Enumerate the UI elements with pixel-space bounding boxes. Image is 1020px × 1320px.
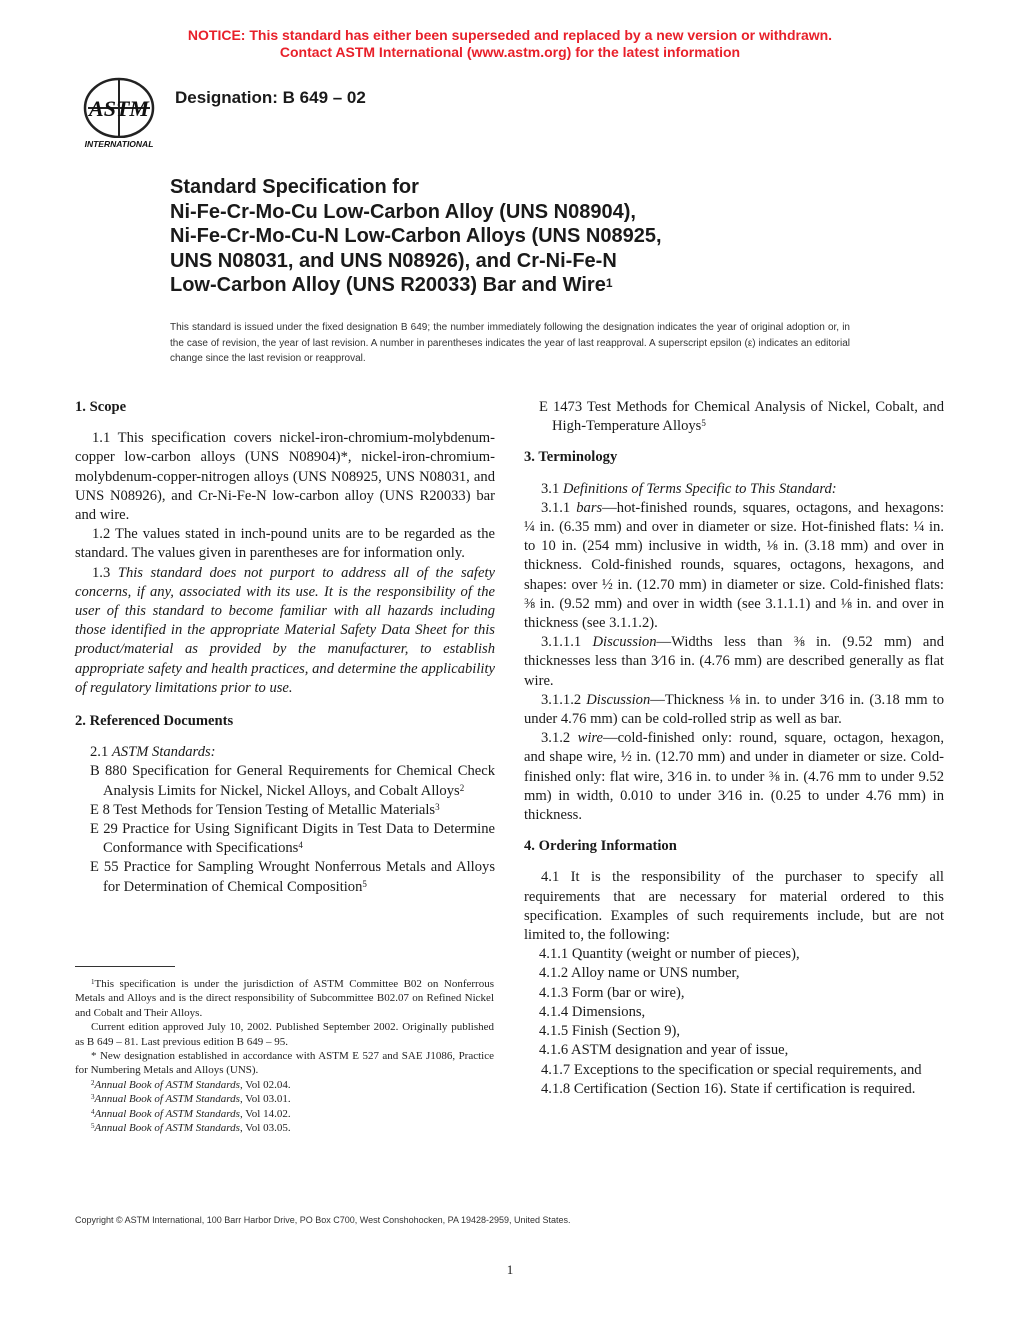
logo-letters: ASTM: [89, 96, 149, 121]
bars-text: —hot-finished rounds, squares, octagons, and hexagons: ¼ in. (6.35 mm) and over in diameter or size. Hot-finished flats: ¼ in. to 10 in. (254 mm) inclusive in width, ⅛ in. (3.18 mm) and over in thickness. Cold-finished rounds, squares, octagons, hexagons, and shapes: over ½ in. (12.70 mm) in diameter or size. Cold-finished flats: ⅜ in. (9.52 mm) and over in width (see 3.1.1.1) and ⅛ in. and over in thickness (see 3.1.1.2).: [524, 499, 944, 632]
footnote-5-mark: 5: [91, 1122, 95, 1131]
spacer: [524, 468, 944, 480]
ref-b880: [75, 762, 495, 800]
footnote-1-text: This specification is under the jurisdiction of ASTM Committee B02 on Nonferrous Metals and Alloys and is the direct responsibility of Subcommittee B02.07 on Refined Nickel and Cobalt and Their Alloys.: [75, 978, 494, 1019]
ordering-item: 4.1.3 Form (bar or wire),: [539, 984, 685, 1001]
terminology-3-1-text: Definitions of Terms Specific to This Standard:: [562, 480, 837, 497]
footnote-1: [75, 977, 494, 1020]
discussion-2-num: 3.1.1.2: [541, 691, 587, 708]
ref-e55-sup: 5: [362, 878, 367, 889]
discussion-1-num: 3.1.1.1: [541, 634, 593, 651]
terminology-discussion-2: [524, 691, 944, 729]
discussion-1-text: —Widths less than ⅜ in. (9.52 mm) and thicknesses less than 3⁄16 in. (4.76 mm) are described generally as flat wire.: [524, 634, 945, 689]
spacer: [524, 856, 944, 868]
spacer: [524, 825, 944, 837]
ordering-item: 4.1.6 ASTM designation and year of issue,: [539, 1042, 789, 1059]
scope-1-3: [75, 564, 495, 698]
ref-b880-sup: 2: [459, 782, 465, 793]
bars-term: bars: [576, 499, 603, 516]
terminology-3-1-num: 3.1: [541, 480, 563, 497]
footnote-2-vol: , Vol 02.04.: [239, 1078, 291, 1091]
footnote-rule: [75, 966, 175, 967]
title-line-2: Ni-Fe-Cr-Mo-Cu Low-Carbon Alloy (UNS N08904),: [170, 200, 636, 223]
footnote-3-book: Annual Book of ASTM Standards: [94, 1093, 240, 1106]
scope-1-1: 1.1 This specification covers nickel-iron-chromium-molybdenum-copper low-carbon alloys (UNS N08904)*, nickel-iron-chromium-molybdenum-copper-nitrogen alloys (UNS N08925, UNS N08031, and UNS N08926), and Cr-Ni-Fe-N low-carbon alloy (UNS R20033) bar and wire.: [75, 430, 495, 524]
footnote-3-mark: 3: [91, 1093, 95, 1102]
wire-text: —cold-finished only: round, square, octagon, hexagon, and shape wire, ½ in. (12.70 mm) and under in diameter or size. Cold-finished only: flat wire, 3⁄16 in. to under ⅜ in. (4.76 mm to under 9.52 mm) in width, 0.010 to under 3⁄16 in. (0.25 to under 4.76 mm) in thickness.: [524, 730, 944, 824]
footnote-4-vol: , Vol 14.02.: [239, 1107, 291, 1120]
ordering-item-8: 4.1.8 Certification (Section 16). State if certification is required.: [541, 1080, 916, 1097]
notice-line-1: NOTICE: This standard has either been superseded and replaced by a new version or withdrawn.: [187, 27, 833, 43]
ref-e1473-sup: 5: [701, 418, 706, 429]
title-line-4: UNS N08031, and UNS N08926), and Cr-Ni-Fe-N: [170, 249, 617, 272]
ref-e29-sup: 4: [298, 840, 303, 851]
withdrawal-notice: [0, 27, 1020, 61]
issued-note: This standard is issued under the fixed designation B 649; the number immediately following the designation indicates the year of original adoption or, in the case of revision, the year of last revision. A number in parentheses indicates the year of last reapproval. A superscript epsilon (ε) indicates an editorial change since the last revision or reapproval.: [170, 322, 850, 364]
terminology-discussion-1: [524, 633, 944, 691]
ref-e8: [75, 801, 495, 820]
scope-1-3-num: 1.3: [92, 564, 118, 581]
discussion-2-term: Discussion: [586, 691, 651, 708]
title-line-1: Standard Specification for: [170, 176, 419, 198]
title-footnote-mark: 1: [605, 276, 613, 290]
astm-logo-icon: [76, 76, 162, 150]
right-column: [524, 398, 944, 1099]
ref-e1473-text: E 1473 Test Methods for Chemical Analysis of Nickel, Cobalt, and High-Temperature Alloys: [539, 399, 944, 435]
refdocs-2-1-num: 2.1: [90, 744, 112, 761]
footnote-5-book: Annual Book of ASTM Standards: [94, 1122, 240, 1135]
bars-num: 3.1.1: [541, 499, 577, 516]
discussion-2-text: —Thickness ⅛ in. to under 3⁄16 in. (3.18 mm to under 4.76 mm) can be cold-rolled strip as well as bar.: [524, 691, 945, 728]
title-line-5: [170, 273, 870, 298]
scope-heading: 1. Scope: [75, 399, 127, 415]
spacer: [75, 731, 495, 743]
scope-1-3-text: This standard does not purport to address all of the safety concerns, if any, associated with its use. It is the responsibility of the user of this standard to become familiar with all hazards including those identified in the appropriate Material Safety Data Sheet for this product/material as provided by the manufacturer, to establish appropriate safety and health practices, and determine the applicability of regulatory limitations prior to use.: [75, 564, 495, 696]
ordering-item: 4.1.1 Quantity (weight or number of pieces),: [539, 946, 800, 963]
ref-e1473: [524, 398, 944, 436]
refdocs-heading: 2. Referenced Documents: [75, 713, 234, 730]
refdocs-2-1-text: ASTM Standards:: [111, 744, 216, 761]
spacer: [75, 417, 495, 429]
notice-line-2: Contact ASTM International (www.astm.org) for the latest information: [279, 44, 741, 60]
footnote-2: [75, 1078, 494, 1092]
ordering-item: 4.1.4 Dimensions,: [539, 1003, 646, 1020]
terminology-bars: [524, 499, 944, 633]
ordering-4-1: 4.1 It is the responsibility of the purchaser to specify all requirements that are necessary for material ordered to this specification. Examples of such requirements include, but are not limited to, the following:: [524, 869, 944, 944]
title-line-5-text: Low-Carbon Alloy (UNS R20033) Bar and Wire: [170, 274, 606, 296]
ref-e8-sup: 3: [435, 801, 440, 812]
logo-subtitle: INTERNATIONAL: [84, 139, 154, 149]
spacer: [75, 698, 495, 712]
wire-num: 3.1.2: [541, 730, 578, 747]
designation: Designation: B 649 – 02: [175, 88, 366, 107]
ordering-item-7: 4.1.7 Exceptions to the specification or special requirements, and: [541, 1061, 922, 1078]
scope-1-2: 1.2 The values stated in inch-pound units are to be regarded as the standard. The values given in parentheses are for information only.: [75, 526, 495, 562]
footnote-4-book: Annual Book of ASTM Standards: [94, 1107, 240, 1120]
footnote-3: [75, 1092, 494, 1106]
ordering-item: 4.1.2 Alloy name or UNS number,: [539, 965, 740, 982]
refdocs-2-1: [75, 743, 495, 762]
ref-b880-text: B 880 Specification for General Requirements for Chemical Check Analysis Limits for Nickel, Nickel Alloys, and Cobalt Alloys: [90, 763, 495, 799]
ref-e8-text: E 8 Test Methods for Tension Testing of Metallic Materials: [90, 801, 436, 818]
footnotes: [75, 977, 494, 1135]
ref-e55: [75, 858, 495, 896]
footnote-3-vol: , Vol 03.01.: [239, 1093, 291, 1106]
footnote-5: [75, 1121, 494, 1135]
terminology-wire: [524, 729, 944, 825]
wire-term: wire: [577, 730, 603, 747]
footnote-star: * New designation established in accordance with ASTM E 527 and SAE J1086, Practice for Numbering Metals and Alloys (UNS).: [75, 1050, 494, 1077]
ordering-item: 4.1.5 Finish (Section 9),: [539, 1023, 681, 1040]
footnote-5-vol: , Vol 03.05.: [239, 1122, 291, 1135]
terminology-3-1: [524, 480, 944, 499]
discussion-1-term: Discussion: [592, 634, 657, 651]
ordering-heading: 4. Ordering Information: [524, 838, 677, 855]
ref-e29-text: E 29 Practice for Using Significant Digits in Test Data to Determine Conformance with Specifications: [90, 821, 495, 857]
title-line-3: Ni-Fe-Cr-Mo-Cu-N Low-Carbon Alloys (UNS N08925,: [170, 225, 662, 247]
ref-e55-text: E 55 Practice for Sampling Wrought Nonferrous Metals and Alloys for Determination of Chemical Composition: [90, 859, 495, 895]
document-title: [170, 175, 870, 298]
spacer: [524, 436, 944, 448]
footnote-1b: Current edition approved July 10, 2002. Published September 2002. Originally published as B 649 – 81. Last previous edition B 649 – 95.: [75, 1021, 494, 1048]
ref-e29: [75, 820, 495, 858]
terminology-heading: 3. Terminology: [524, 449, 618, 466]
copyright: Copyright © ASTM International, 100 Barr Harbor Drive, PO Box C700, West Conshohocken, PA 19428-2959, United States.: [75, 1215, 571, 1225]
page-number: 1: [506, 1262, 514, 1277]
footnote-4-mark: 4: [91, 1107, 95, 1116]
footnote-2-mark: 2: [91, 1078, 95, 1087]
footnote-1-mark: 1: [91, 978, 95, 986]
left-column: [75, 398, 495, 897]
footnote-4: [75, 1107, 494, 1121]
footnote-2-book: Annual Book of ASTM Standards: [94, 1078, 240, 1091]
